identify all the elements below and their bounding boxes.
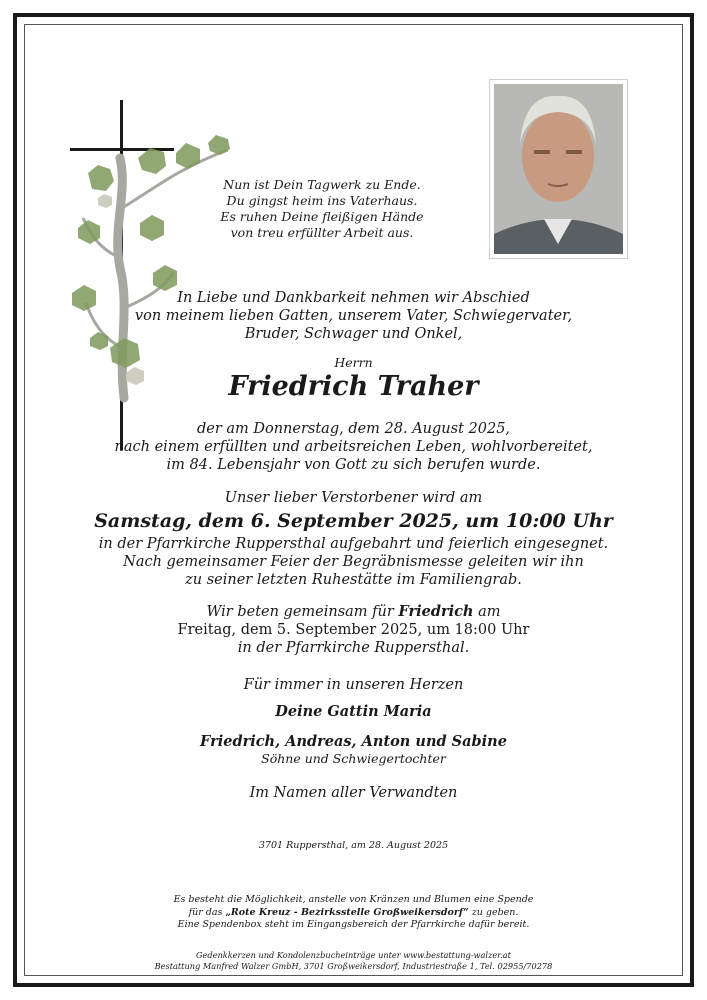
prayer-suffix: am (473, 604, 501, 620)
portrait-image (494, 84, 623, 254)
donation-organization: „Rote Kreuz - Bezirksstelle Großweikersdorf“ (225, 906, 469, 918)
wife-name: Deine Gattin Maria (275, 703, 432, 720)
salutation: Herrn (334, 355, 373, 370)
poem (172, 177, 472, 241)
intro-text (0, 289, 707, 343)
death-info-line: der am Donnerstag, dem 28. August 2025, (196, 421, 511, 437)
donation-line-3: Eine Spendenbox steht im Eingangsbereich der Pfarrkirche dafür bereit. (177, 919, 530, 930)
donation-line-2 (0, 907, 707, 920)
death-info-line: im 84. Lebensjahr von Gott zu sich berufen wurde. (166, 457, 541, 473)
donation-line-1: Es besteht die Möglichkeit, anstelle von Kränzen und Blumen eine Spende (173, 894, 534, 905)
children-subtitle: Söhne und Schwiegertochter (261, 751, 446, 766)
poem-line: Nun ist Dein Tagwerk zu Ende. (223, 177, 421, 192)
funeral-details (0, 535, 707, 589)
funeral-details-line: in der Pfarrkirche Ruppersthal aufgebahrt und feierlich eingesegnet. (98, 536, 609, 552)
prayer-prefix: Wir beten gemeinsam für (206, 604, 399, 620)
relatives-text: Im Namen aller Verwandten (249, 785, 458, 801)
prayer-info (0, 603, 707, 657)
place-date: 3701 Ruppersthal, am 28. August 2025 (258, 840, 449, 851)
donation-suffix: zu geben. (468, 906, 519, 918)
prayer-line-3: in der Pfarrkirche Ruppersthal. (237, 640, 470, 656)
intro-line: von meinem lieben Gatten, unserem Vater, Schwiegervater, (134, 308, 573, 324)
funeral-details-line: Nach gemeinsamer Feier der Begräbnismesse geleiten wir ihn (123, 554, 584, 570)
footer (0, 950, 707, 972)
footer-line-1: Gedenkkerzen und Kondolenzbucheinträge unter www.bestattung-walzer.at (196, 950, 511, 960)
poem-line: Du gingst heim ins Vaterhaus. (226, 193, 418, 208)
funeral-intro: Unser lieber Verstorbener wird am (224, 490, 483, 506)
donation-text (0, 894, 707, 932)
prayer-line-1 (0, 603, 707, 621)
portrait-photo (489, 79, 628, 259)
intro-line: Bruder, Schwager und Onkel, (244, 326, 463, 342)
funeral-details-line: zu seiner letzten Ruhestätte im Familiengrab. (185, 572, 522, 588)
prayer-line-2: Freitag, dem 5. September 2025, um 18:00 Uhr (177, 622, 530, 638)
funeral-date: Samstag, dem 6. September 2025, um 10:00 Uhr (94, 510, 613, 532)
forever-text: Für immer in unseren Herzen (243, 677, 464, 693)
deceased-name: Friedrich Traher (228, 371, 479, 402)
prayer-name: Friedrich (398, 603, 474, 620)
death-info (0, 420, 707, 474)
poem-line: von treu erfüllter Arbeit aus. (230, 225, 414, 240)
children-names: Friedrich, Andreas, Anton und Sabine (200, 733, 507, 750)
intro-line: In Liebe und Dankbarkeit nehmen wir Abschied (177, 290, 530, 306)
poem-line: Es ruhen Deine fleißigen Hände (220, 209, 424, 224)
footer-line-2: Bestattung Manfred Walzer GmbH, 3701 Großweikersdorf, Industriestraße 1, Tel. 02955/70278 (154, 961, 553, 971)
death-info-line: nach einem erfüllten und arbeitsreichen Leben, wohlvorbereitet, (114, 439, 593, 455)
donation-prefix: für das (188, 906, 226, 918)
